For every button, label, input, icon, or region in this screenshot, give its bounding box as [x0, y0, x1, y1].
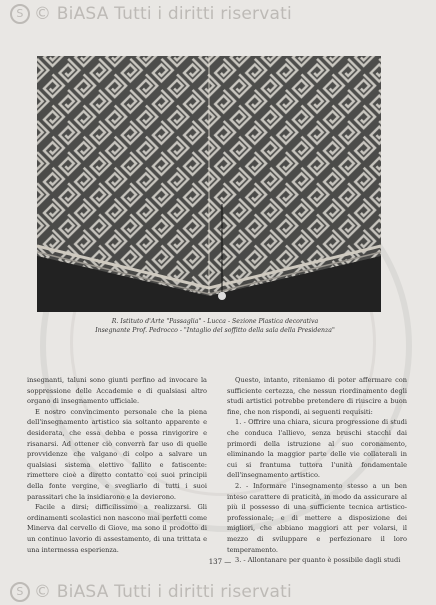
- right-text-column: [227, 375, 407, 566]
- right-paragraph-2: 1. - Offrire una chiara, sicura progressione di studi che conduca l'allievo, senza bruschi stacchi dai primordi della istruzione al suo coronamento, eliminando la maggior parte delle vie collaterali in cui si frantuma tuttora l'unità fondamentale dell'insegnamento artistico.: [227, 418, 407, 480]
- copyright-watermark-bottom: [10, 582, 292, 602]
- copyright-logo-icon: S: [10, 4, 30, 24]
- figure-caption: [60, 317, 370, 335]
- copyright-logo-icon: S: [10, 582, 30, 602]
- left-text-column: [27, 375, 207, 555]
- right-paragraph-4: 3. - Allontanare per quanto è possibile dagli studi: [235, 556, 401, 565]
- left-paragraph-1: insegnanti, taluni sono giunti perfino ad invocare la soppressione delle Accademie e di qualsiasi altro organo di insegnamento ufficiale.: [27, 376, 207, 406]
- caption-line-2: Insegnante Prof. Pedrocco - "Intaglio del soffitto della sala della Presidenza": [95, 327, 335, 334]
- right-paragraph-1: Questo, intanto, riteniamo di poter affermare con sufficiente certezza, che nessun riordinamento degli studi artistici potrebbe pretendere di riuscire a buon fine, che non rispondi, ai seguenti requisiti:: [227, 376, 407, 416]
- watermark-text: © BiASA Tutti i diritti riservati: [34, 582, 292, 602]
- copyright-watermark-top: [10, 4, 292, 24]
- watermark-text: © BiASA Tutti i diritti riservati: [34, 4, 292, 24]
- left-paragraph-3: Facile a dirsi; difficilissimo a realizzarsi. Gli ordinamenti scolastici non nascono mai perfetti come Minerva dal cervello di Giove, ma sono il prodotto di un continuo lavorio di assestamento, di una trittata e una intermessa esperienza.: [27, 503, 207, 554]
- page-number: 137 —: [208, 558, 232, 566]
- right-paragraph-3: 2. - Informare l'insegnamento stesso a un ben inteso carattere di praticità, in modo da assicurare al più il possesso di una sufficiente tecnica artistico-professionale; e di mettere a disposizione dei migliori, che abbiano maggiori att per volarsi, il mezzo di sviluppare e perfezionare il loro temperamento.: [227, 481, 407, 554]
- carved-ceiling-image: [37, 56, 381, 312]
- caption-line-1: R. Istituto d'Arte "Passaglia" - Lucca - Sezione Plastica decorativa: [111, 318, 319, 325]
- left-paragraph-2: E nostro convincimento personale che la piena dell'insegnamento artistico sia soltanto apparente e desiderata, che essa debba e possa rinvigorire e risanarsi. Ad ottener ciò converrà far uso di quelle provvidenze che valgano di colpo a salvare un qualsiasi sistema elettivo fallito e fatiscente: rimettere cioè a diretto contatto coi suoi principii della fonte vergine, e svegliarlo di tutti i suoi parassitari che la insidiarono e la devierono.: [27, 407, 207, 501]
- ceiling-photograph: [37, 56, 381, 312]
